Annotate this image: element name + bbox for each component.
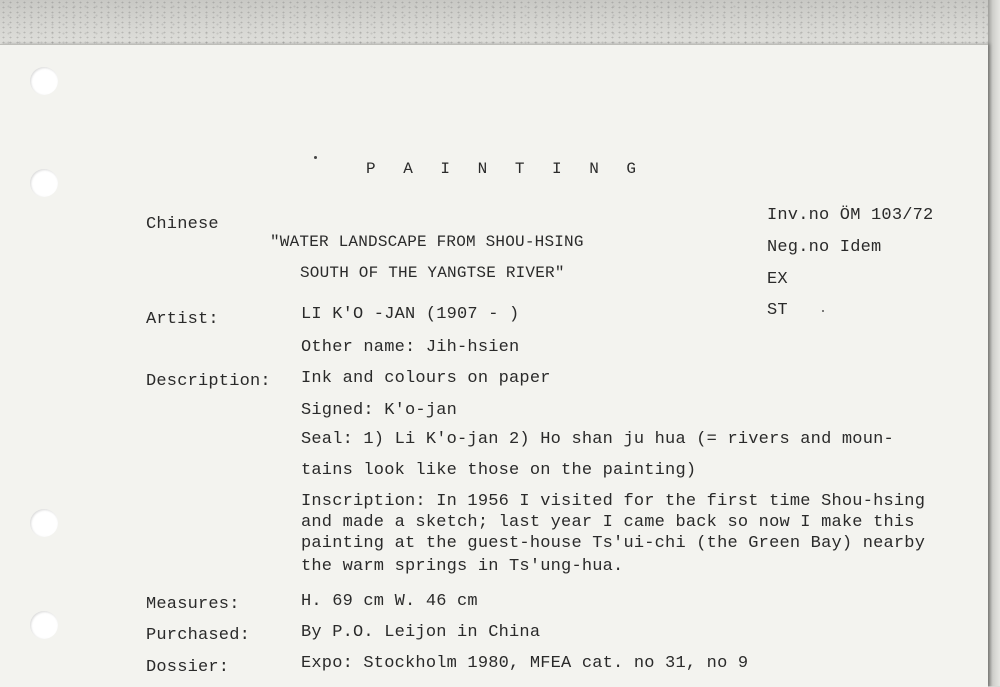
title-line-2: SOUTH OF THE YANGTSE RIVER" — [300, 264, 565, 282]
inscription-line-4: the warm springs in Ts'ung-hua. — [301, 557, 624, 576]
measures-label: Measures: — [146, 595, 240, 614]
punch-hole-1 — [30, 67, 58, 95]
measures-value: H. 69 cm W. 46 cm — [301, 592, 478, 611]
punch-hole-4 — [30, 611, 58, 639]
purchased-value: By P.O. Leijon in China — [301, 623, 541, 642]
purchased-label: Purchased: — [146, 626, 251, 645]
inscription-line-3: painting at the guest-house Ts'ui-chi (the Green Bay) nearby — [301, 534, 926, 553]
description-seal-line-2: tains look like those on the painting) — [301, 461, 697, 480]
artist-label: Artist: — [146, 310, 219, 329]
artist-other-name: Other name: Jih-hsien — [301, 338, 520, 357]
card-heading: P A I N T I N G — [366, 160, 646, 178]
ink-speck — [822, 310, 824, 312]
ink-speck — [314, 156, 317, 159]
inscription-line-1: Inscription: In 1956 I visited for the first time Shou-hsing — [301, 492, 926, 511]
inscription-line-2: and made a sketch; last year I came back so now I make this — [301, 513, 915, 532]
inventory-number: Inv.no ÖM 103/72 — [767, 206, 934, 225]
dossier-label: Dossier: — [146, 658, 230, 677]
st-mark: ST — [767, 301, 788, 320]
punch-hole-2 — [30, 169, 58, 197]
catalogue-card — [0, 44, 988, 687]
ex-mark: EX — [767, 270, 788, 289]
negative-number: Neg.no Idem — [767, 238, 882, 257]
artist-name: LI K'O -JAN (1907 - ) — [301, 305, 520, 324]
card-edge-shadow — [988, 0, 1000, 686]
title-line-1: "WATER LANDSCAPE FROM SHOU-HSING — [270, 233, 584, 251]
description-medium: Ink and colours on paper — [301, 369, 551, 388]
description-label: Description: — [146, 372, 271, 391]
punch-hole-3 — [30, 509, 58, 537]
dossier-value: Expo: Stockholm 1980, MFEA cat. no 31, no 9 — [301, 654, 749, 673]
description-signed: Signed: K'o-jan — [301, 401, 458, 420]
description-seal-line-1: Seal: 1) Li K'o-jan 2) Ho shan ju hua (= rivers and moun- — [301, 430, 894, 449]
category-label: Chinese — [146, 215, 219, 234]
